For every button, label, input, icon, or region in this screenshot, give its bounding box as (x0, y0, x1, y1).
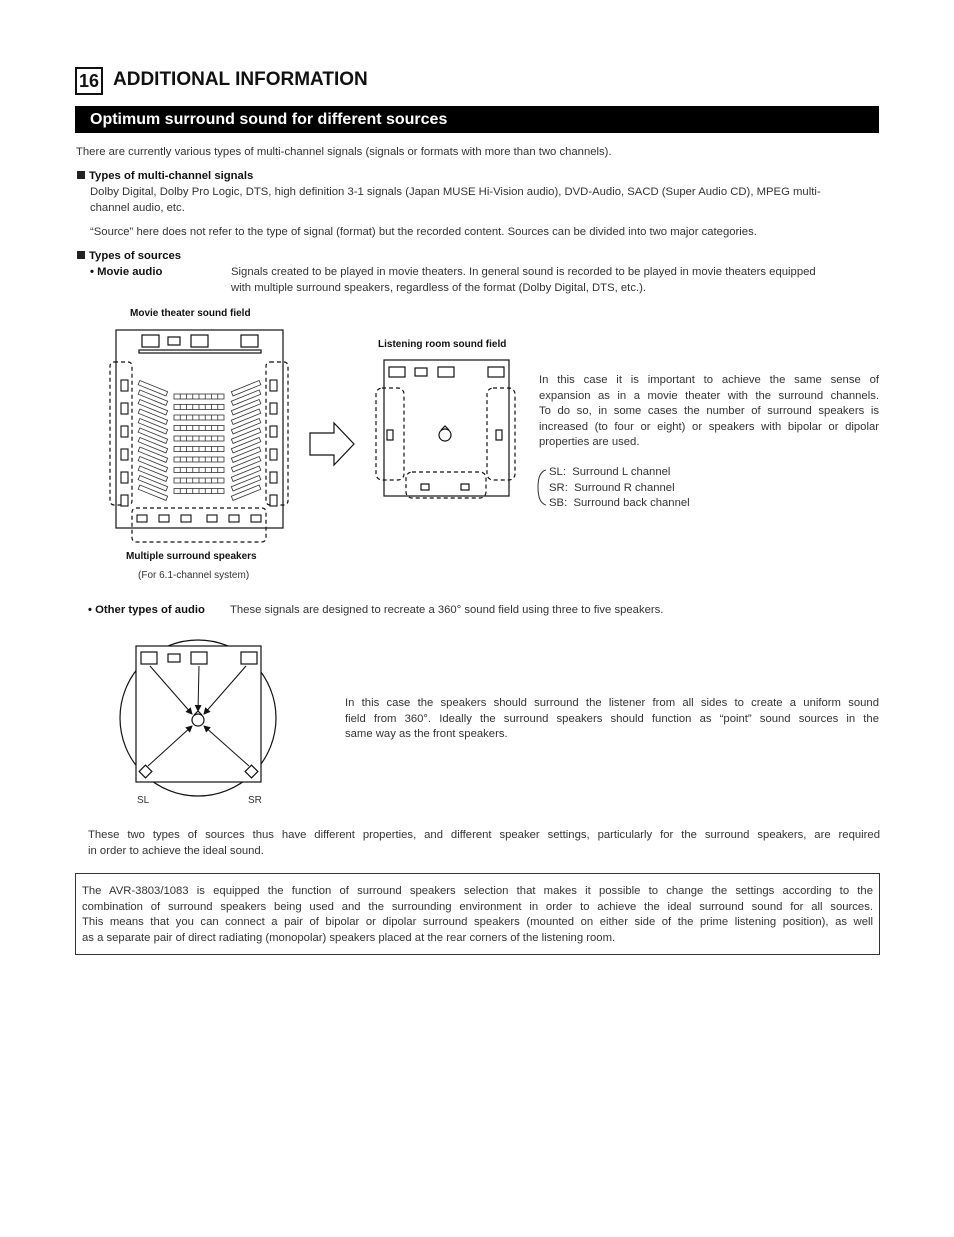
label-sl: SL (137, 795, 150, 806)
summary-text: These two types of sources thus have different properties, and different speaker settings, particularly for the surround speakers, are required in order to achieve the ideal sound. (88, 829, 880, 857)
figure1-explanation: In this case it is important to achieve the same sense of expansion as in a movie theater with the surround channels. To do so, in some cases the number of surround speakers is increased (to four or eight) or speakers with bipolar or dipolar properties are used. (539, 374, 879, 449)
legend-sr: SR: Surround R channel (549, 481, 675, 494)
intro-text: There are currently various types of multi-channel signals (signals or formats with more than two channels). (76, 146, 612, 158)
section-title: Optimum surround sound for different sources (90, 110, 448, 128)
movie-audio-label: • Movie audio (90, 266, 163, 278)
sources-heading: Types of sources (77, 249, 181, 265)
room-caption: Listening room sound field (378, 339, 507, 350)
center-speaker (168, 654, 180, 662)
system-caption: (For 6.1-channel system) (138, 570, 250, 581)
note-line2: combination of surround speakers being used and the surrounding environment in order to achieve the ideal surround sound for all sources. (82, 900, 873, 913)
label-sr: SR (248, 795, 262, 806)
note-line3: This means that you can connect a pair of bipolar or dipolar surround speakers (mounted on either side of the prime listening position), as well (82, 916, 873, 929)
chapter-title: ADDITIONAL INFORMATION (113, 69, 368, 90)
speakers-caption: Multiple surround speakers (126, 551, 257, 562)
figure2-explanation: In this case the speakers should surround the listener from all sides to create a uniform sound field from 360°. Ideally the surround speakers should function as “point” sound sources in the same way as the front speakers. (345, 697, 879, 741)
multichannel-heading: Types of multi-channel signals (77, 169, 253, 185)
other-audio-text: These signals are designed to recreate a 360° sound field using three to five speakers. (230, 604, 664, 616)
front-right-outer-speaker (241, 652, 257, 664)
note-line4: as a separate pair of direct radiating (monopolar) speakers placed at the rear corners of the listening room. (82, 931, 616, 944)
multichannel-text-line2: channel audio, etc. (90, 202, 185, 214)
source-note: “Source” here does not refer to the type of signal (format) but the recorded content. Sources can be divided into two major categories. (90, 226, 757, 238)
note-box (75, 873, 880, 955)
note-line1: The AVR-3803/1083 is equipped the function of surround speakers selection that makes it possible to change the settings according to the (82, 885, 873, 897)
multichannel-text-line1: Dolby Digital, Dolby Pro Logic, DTS, high definition 3-1 signals (Japan MUSE Hi-Vision audio), DVD-Audio, SACD (Super Audio CD), MPEG multi- (90, 186, 821, 198)
movie-audio-text-line1: Signals created to be played in movie theaters. In general sound is recorded to be played in movie theaters equipped (231, 266, 816, 278)
legend-sb: SB: Surround back channel (549, 497, 690, 510)
chapter-number: 16 (75, 67, 103, 95)
front-right-speaker (191, 652, 207, 664)
front-left-speaker (141, 652, 157, 664)
movie-audio-text-line2: with multiple surround speakers, regardless of the format (Dolby Digital, DTS, etc.). (231, 282, 647, 294)
theater-caption: Movie theater sound field (130, 308, 251, 319)
other-audio-label: • Other types of audio (88, 604, 205, 616)
legend-sl: SL: Surround L channel (549, 466, 671, 478)
